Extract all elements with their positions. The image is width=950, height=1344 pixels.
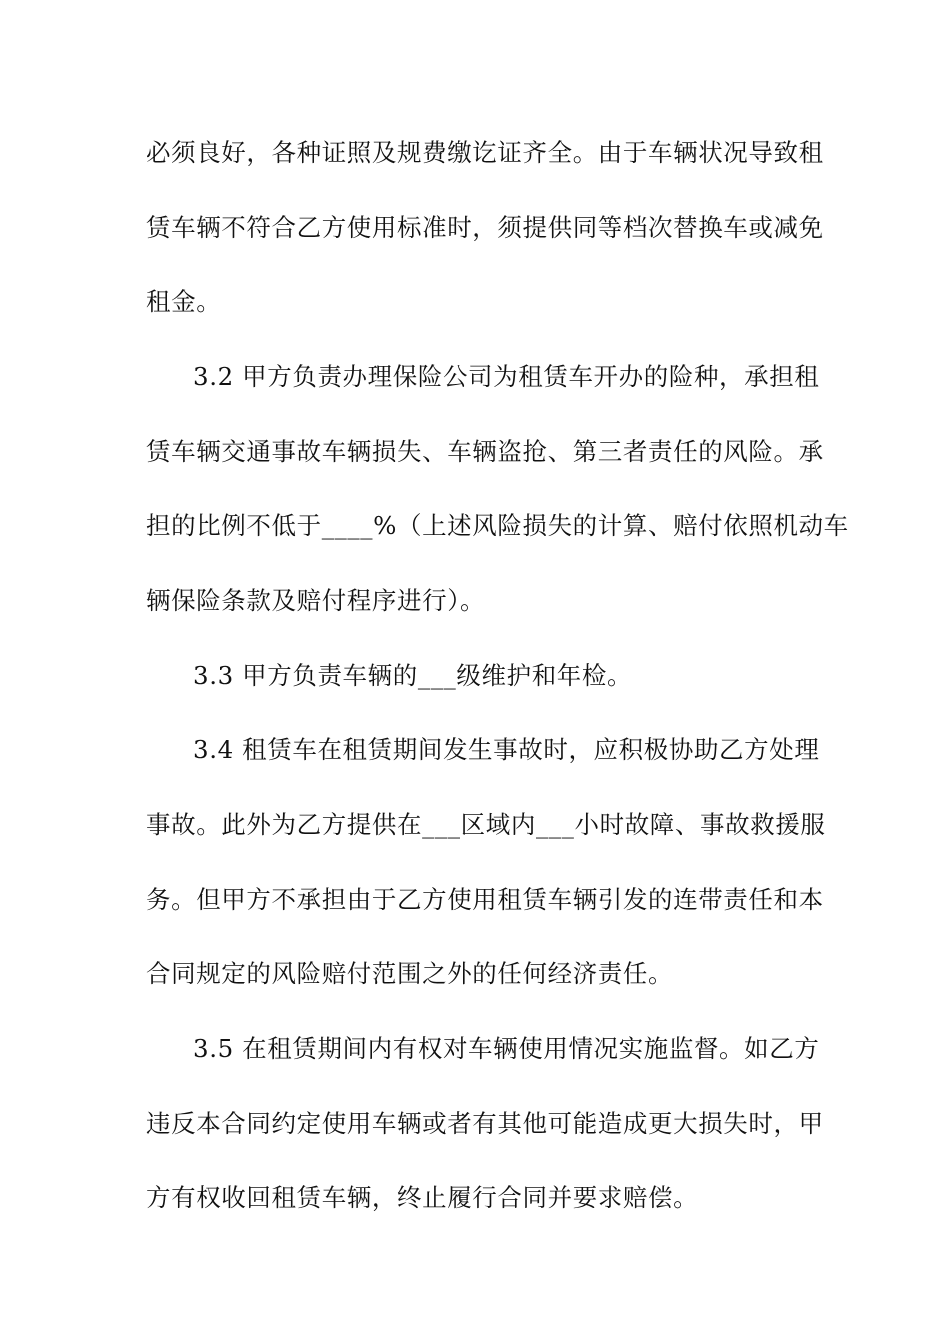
body-line: 担的比例不低于____%（上述风险损失的计算、赔付依照机动车 (146, 511, 849, 540)
clause-3-3: 3.3 甲方负责车辆的___级维护和年检。 (193, 661, 633, 690)
body-line: 方有权收回租赁车辆，终止履行合同并要求赔偿。 (146, 1183, 699, 1212)
body-line: 合同规定的风险赔付范围之外的任何经济责任。 (146, 959, 674, 988)
body-line: 赁车辆交通事故车辆损失、车辆盗抢、第三者责任的风险。承 (146, 437, 824, 466)
body-line: 违反本合同约定使用车辆或者有其他可能造成更大损失时，甲 (146, 1109, 824, 1138)
body-line: 事故。此外为乙方提供在___区域内___小时故障、事故救援服 (146, 810, 826, 839)
body-line: 务。但甲方不承担由于乙方使用租赁车辆引发的连带责任和本 (146, 885, 824, 914)
clause-3-5-start: 3.5 在租赁期间内有权对车辆使用情况实施监督。如乙方 (193, 1034, 820, 1063)
body-line: 租金。 (146, 287, 222, 316)
clause-3-2-start: 3.2 甲方负责办理保险公司为租赁车开办的险种，承担租 (193, 362, 820, 391)
body-line: 必须良好，各种证照及规费缴讫证齐全。由于车辆状况导致租 (146, 138, 824, 167)
body-line: 辆保险条款及赔付程序进行）。 (146, 586, 486, 615)
clause-3-4-start: 3.4 租赁车在租赁期间发生事故时，应积极协助乙方处理 (193, 735, 820, 764)
body-line: 赁车辆不符合乙方使用标准时，须提供同等档次替换车或减免 (146, 213, 824, 242)
